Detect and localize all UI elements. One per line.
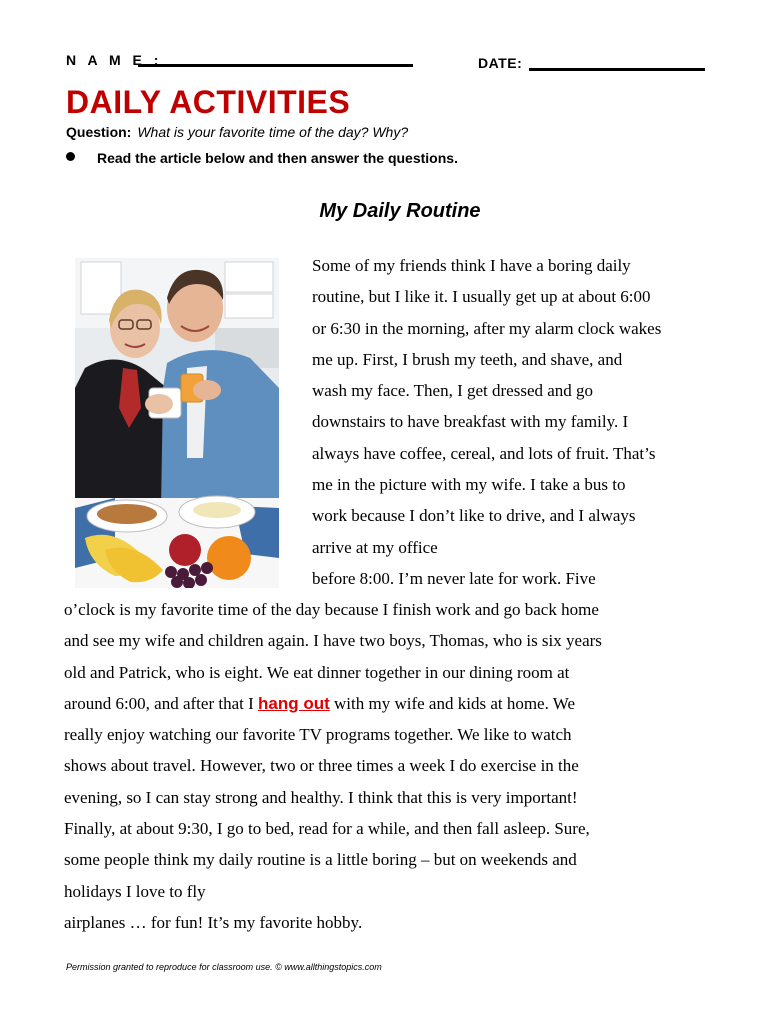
article-line: some people think my daily routine is a little boring – but on weekends and (64, 850, 577, 870)
date-field-line[interactable] (529, 68, 705, 71)
article-line: evening, so I can stay strong and healthy. I think that this is very important! (64, 787, 578, 807)
bullet-icon (66, 152, 75, 161)
instruction-text: Read the article below and then answer the questions. (97, 150, 458, 166)
article-title: My Daily Routine (319, 200, 481, 222)
article-line: Finally, at about 9:30, I go to bed, read for a while, and then fall asleep. Sure, (64, 819, 590, 839)
footer-permission: Permission granted to reproduce for classroom use. © www.allthingstopics.com (66, 962, 382, 972)
article-line: Some of my friends think I have a boring daily (312, 256, 631, 275)
article-line-highlight (64, 688, 602, 719)
question-label: Question: (66, 124, 132, 140)
date-label: DATE: (478, 55, 523, 71)
name-field-line[interactable] (138, 64, 413, 67)
highlight-before: around 6:00, and after that I (64, 693, 259, 713)
article-right-column (312, 250, 661, 563)
article-line: holidays I love to fly (64, 881, 206, 901)
highlight-after: with my wife and kids at home. We (329, 693, 576, 713)
article-line: o’clock is my favorite time of the day because I finish work and go back home (64, 600, 599, 619)
highlight-phrase[interactable]: hang out (258, 693, 330, 713)
article-line: old and Patrick, who is eight. We eat dinner together in our dining room at (64, 662, 570, 682)
article-line: me up. First, I brush my teeth, and shave, and (312, 349, 623, 369)
article-line: arrive at my office (312, 537, 438, 557)
article-line: before 8:00. I’m never late for work. Five (312, 569, 596, 588)
article-line: really enjoy watching our favorite TV programs together. We like to watch (64, 725, 572, 745)
article-line: me in the picture with my wife. I take a bus to (312, 475, 626, 495)
article-line: wash my face. Then, I get dressed and go (312, 381, 594, 401)
article-continuation-line (312, 563, 596, 594)
article-line: routine, but I like it. I usually get up at about 6:00 (312, 287, 651, 307)
article-line: or 6:30 in the morning, after my alarm clock wakes (312, 318, 662, 338)
article-line: downstairs to have breakfast with my family. I (312, 412, 629, 432)
article-line: shows about travel. However, two or three times a week I do exercise in the (64, 756, 579, 776)
question-text: What is your favorite time of the day? Why? (137, 124, 409, 140)
couple-breakfast-photo (75, 258, 279, 588)
article-line: and see my wife and children again. I have two boys, Thomas, who is six years (64, 631, 602, 651)
worksheet-title: DAILY ACTIVITIES (66, 84, 351, 120)
question (66, 124, 408, 140)
name-label: N A M E : (66, 52, 163, 68)
article-full-width (64, 594, 602, 938)
article-line: always have coffee, cereal, and lots of fruit. That’s (312, 443, 656, 463)
article-line: airplanes … for fun! It’s my favorite hobby. (64, 912, 363, 932)
article-line: work because I don’t like to drive, and I always (312, 506, 636, 526)
